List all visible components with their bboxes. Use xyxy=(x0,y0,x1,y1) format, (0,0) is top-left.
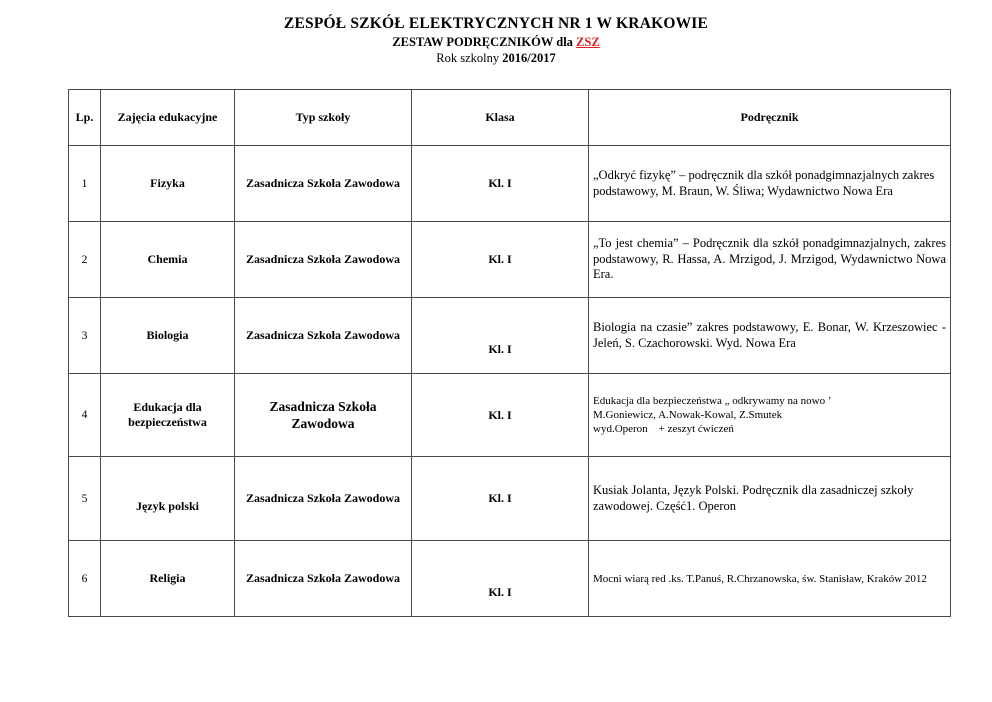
subject-cell: Religia xyxy=(101,541,235,617)
table-row xyxy=(69,457,951,541)
row-number: 3 xyxy=(69,298,101,374)
school-year-value: 2016/2017 xyxy=(502,51,556,65)
textbook-cell: Kusiak Jolanta, Język Polski. Podręcznik dla zasadniczej szkoły zawodowej. Część1. Operon xyxy=(589,457,951,541)
column-header-textbook: Podręcznik xyxy=(589,90,951,146)
textbook-cell: Mocni wiarą red .ks. T.Panuś, R.Chrzanowska, św. Stanisław, Kraków 2012 xyxy=(589,541,951,617)
textbook-line: M.Goniewicz, A.Nowak-Kowal, Z.Smutek xyxy=(593,409,783,421)
table-row xyxy=(69,146,951,222)
textbook-cell: „To jest chemia” – Podręcznik dla szkół ponadgimnazjalnych, zakres podstawowy, R. Hassa, A. Mrzigod, J. Mrzigod, Wydawnictwo Nowa Era. xyxy=(589,222,951,298)
column-header-subject: Zajęcia edukacyjne xyxy=(101,90,235,146)
row-number: 5 xyxy=(69,457,101,541)
school-year-label: Rok szkolny xyxy=(436,51,500,65)
subtitle-accent: ZSZ xyxy=(576,35,600,49)
row-number: 2 xyxy=(69,222,101,298)
table-row xyxy=(69,298,951,374)
class-cell: Kl. I xyxy=(412,222,589,298)
document-subtitle xyxy=(0,34,992,50)
subject-cell: Język polski xyxy=(101,457,235,541)
row-number: 4 xyxy=(69,374,101,457)
school-type-cell: Zasadnicza Szkoła Zawodowa xyxy=(235,457,412,541)
school-type-cell: Zasadnicza Szkoła Zawodowa xyxy=(235,541,412,617)
table-row xyxy=(69,374,951,457)
textbook-cell: Biologia na czasie” zakres podstawowy, E. Bonar, W. Krzeszowiec - Jeleń, S. Czachorowski. Wyd. Nowa Era xyxy=(589,298,951,374)
subject-cell: Fizyka xyxy=(101,146,235,222)
document-header xyxy=(0,14,992,66)
subject-cell: Biologia xyxy=(101,298,235,374)
table-header-row xyxy=(69,90,951,146)
class-cell: Kl. I xyxy=(412,457,589,541)
textbook-table xyxy=(68,89,951,617)
column-header-school-type: Typ szkoły xyxy=(235,90,412,146)
class-cell: Kl. I xyxy=(412,541,589,617)
school-title: ZESPÓŁ SZKÓŁ ELEKTRYCZNYCH NR 1 W KRAKOWIE xyxy=(283,15,709,32)
class-cell: Kl. I xyxy=(412,298,589,374)
table-row xyxy=(69,541,951,617)
subject-cell: Edukacja dla bezpieczeństwa xyxy=(101,374,235,457)
subject-cell: Chemia xyxy=(101,222,235,298)
row-number: 1 xyxy=(69,146,101,222)
column-header-lp: Lp. xyxy=(69,90,101,146)
textbook-line: wyd.Operon + zeszyt ćwiczeń xyxy=(593,423,734,435)
class-cell: Kl. I xyxy=(412,374,589,457)
column-header-class: Klasa xyxy=(412,90,589,146)
textbook-cell: „Odkryć fizykę” – podręcznik dla szkół ponadgimnazjalnych zakres podstawowy, M. Braun, W. Śliwa; Wydawnictwo Nowa Era xyxy=(589,146,951,222)
class-cell: Kl. I xyxy=(412,146,589,222)
subtitle-prefix: ZESTAW PODRĘCZNIKÓW dla xyxy=(392,35,573,49)
school-year xyxy=(0,50,992,66)
textbook-cell xyxy=(589,374,951,457)
school-type-cell: Zasadnicza Szkoła Zawodowa xyxy=(235,374,412,457)
school-type-cell: Zasadnicza Szkoła Zawodowa xyxy=(235,222,412,298)
school-type-cell: Zasadnicza Szkoła Zawodowa xyxy=(235,146,412,222)
table-row xyxy=(69,222,951,298)
school-type-cell: Zasadnicza Szkoła Zawodowa xyxy=(235,298,412,374)
textbook-line: Edukacja dla bezpieczeństwa „ odkrywamy na nowo ’ xyxy=(593,395,832,407)
row-number: 6 xyxy=(69,541,101,617)
